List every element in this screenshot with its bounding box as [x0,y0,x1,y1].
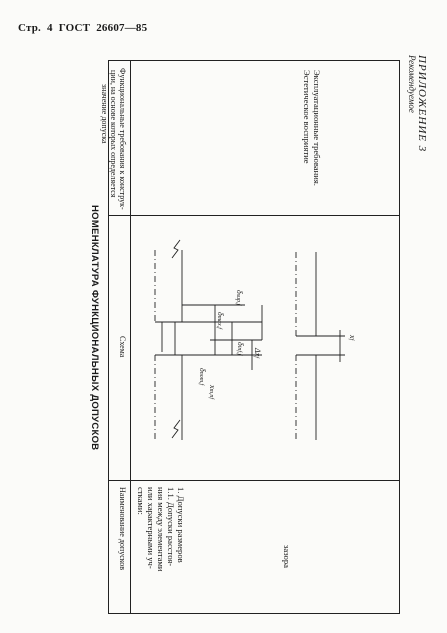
standard-number: 26607—85 [96,22,148,34]
svg-text:δinf,f [236,342,245,357]
row1-requirements-2: Эстетическое восприятие [302,70,312,164]
label-max-sub: max,f [216,315,222,329]
row1-sub-gap: зазора [282,545,292,568]
label-mf: x [208,385,217,389]
column-header-requirements-3: значение допуска [100,84,109,144]
svg-text:xf [348,334,357,342]
label-xf-sub: f [348,338,354,341]
scheme-break-mark-2 [172,240,180,258]
table-title: НОМЕНКЛАТУРА ФУНКЦИОНАЛЬНЫХ ДОПУСКОВ [89,205,100,451]
label-inf-sub: inf,f [236,345,242,356]
scheme-break-mark-1 [172,420,180,438]
label-max: δ [216,312,225,316]
svg-text:δmax,f [216,312,225,330]
row1-name-line-1: 1. Допуски размеров [176,487,186,563]
svg-text:δnom,f [198,368,207,387]
svg-text:Δxf [253,347,262,359]
page-word: Стр. [18,22,42,34]
label-mf-sub: m,nf [208,388,214,400]
appendix-subtitle: Рекомендуемое [407,55,417,113]
appendix-title: ПРИЛОЖЕНИЕ 3 [416,55,428,153]
label-sup: δ [235,290,244,294]
label-nom-sub: nom,f [198,371,204,386]
column-header-requirements-2: ции, на основе которых определяется [109,70,118,198]
svg-text:δsup,f [235,290,244,307]
row1-name-line-4: или характерными уч- [146,487,156,569]
label-xf: x [348,335,357,339]
column-header-scheme: Схема [118,336,127,358]
column-header-name: Наименование допусков [118,487,127,570]
row1-name-line-3: ния между элементами [156,487,166,572]
standard-label: ГОСТ [58,22,91,34]
page-number: 4 [47,22,53,34]
label-dx: Δx [253,348,262,357]
row1-requirements-1: Эксплуатационные требования. [312,70,322,186]
row1-name-line-5: стками: [136,487,146,515]
svg-text:xm,nf [208,384,217,400]
row1-name-line-2: 1.1. Допуски расстоя- [166,487,176,567]
column-header-requirements-1: Функциональные требования к конструк- [118,68,127,210]
label-dx-sub: f [253,356,259,358]
label-sup-sub: sup,f [235,293,241,306]
label-inf: δ [236,342,245,346]
label-nom: δ [198,368,207,372]
